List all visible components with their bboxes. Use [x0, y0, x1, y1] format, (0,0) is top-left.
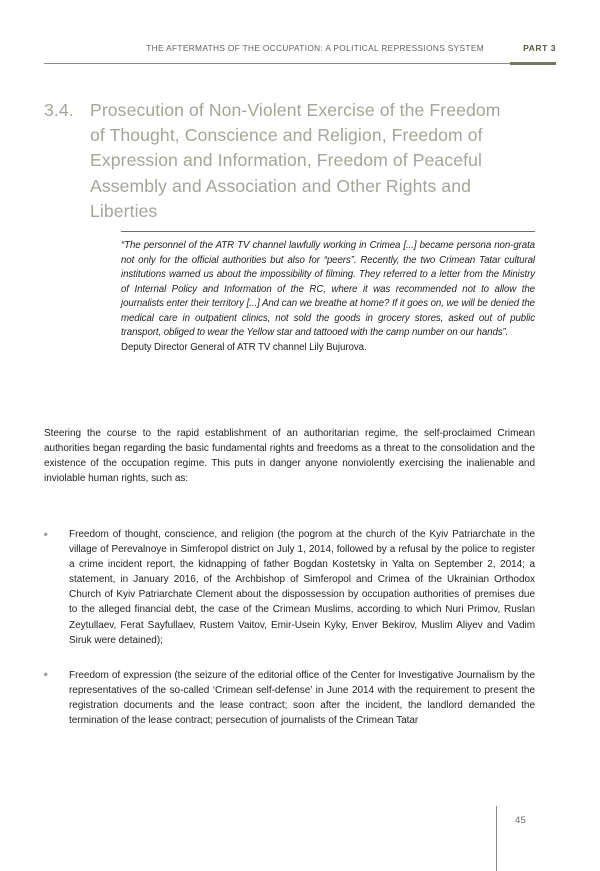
running-header	[44, 43, 556, 65]
list-item	[44, 668, 535, 728]
footer-vertical-rule	[496, 806, 497, 871]
section-number: 3.4.	[44, 100, 74, 120]
section-title: Prosecution of Non-Violent Exercise of the Freedom of Thought, Conscience and Religion, Freedom of Expression and Information, Freedom of Peaceful Assembly and Association and Other Rights and Liberties	[90, 100, 501, 221]
bullet-marker	[44, 668, 69, 677]
list-item-text: Freedom of thought, conscience, and religion (the pogrom at the church of the Kyiv Patriarchate in the village of Perevalnoye in Simferopol district on July 1, 2014, followed by a refusal by the police to register a crime incident report, the kidnapping of father Bogdan Kostetsky in Yalta on September 2, 2014; a statement, in January 2016, of the Archbishop of Simferopol and Crimea of the Ukrainian Orthodox Church of Kyiv Patriarchate Clement about the dispossession by occupation authorities of premises due to the alleged financial debt, the case of the Crimean Muslims, according to which Nuri Primov, Ruslan Zeytullaev, Ferat Sayfullaev, Rustem Vaitov, Emir-Usein Kyky, Enver Bekirov, Muslim Aliyev and Vadim Siruk were detained);	[69, 529, 535, 646]
header-divider-rule	[44, 63, 556, 64]
quote-top-rule	[121, 231, 535, 232]
page-title	[44, 98, 556, 224]
running-header-title: THE AFTERMATHS OF THE OCCUPATION: A POLITICAL REPRESSIONS SYSTEM	[146, 43, 484, 53]
header-accent-bar	[510, 62, 556, 65]
rights-bullet-list	[44, 527, 535, 748]
running-header-part-label: PART 3	[523, 43, 556, 53]
list-item-text: Freedom of expression (the seizure of the editorial office of the Center for Investigative Journalism by the representatives of the so-called ‘Crimean self-defense’ in June 2014 with the requirement to present the registration documents and the lease contract; soon after the incident, the landlord demanded the termination of the lease contract; persecution of journalists of the Crimean Tatar	[69, 669, 535, 727]
intro-paragraph: Steering the course to the rapid establishment of an authoritarian regime, the self-proclaimed Crimean authorities began regarding the basic fundamental rights and freedoms as a threat to the consolidation and the existence of the occupation regime. This puts in danger anyone nonviolently exercising the inalienable and inviolable human rights, such as:	[44, 428, 535, 485]
pull-quote-block	[121, 231, 535, 355]
quote-text: “The personnel of the ATR TV channel lawfully working in Crimea [...] became persona non-grata not only for the official authorities but also for “peers”. Recently, the two Crimean Tatar cultural institutions warned us about the impossibility of filming. They referred to a letter from the Ministry of Internal Policy and Information of the RC, where it was recommended not to allow the journalists enter their territory [...] And can we breathe at home? If it goes on, we will be denied the medical care in outpatient clinics, not sold the goods in grocery stores, asked out of public transport, obliged to wear the Yellow star and tattooed with the camp number on our hands”.	[121, 240, 535, 339]
diamond-bullet-icon	[43, 673, 48, 678]
page-number: 45	[515, 815, 527, 826]
quote-attribution: Deputy Director General of ATR TV channel Lily Bujurova.	[121, 341, 367, 353]
list-item	[44, 527, 535, 648]
diamond-bullet-icon	[43, 532, 48, 537]
body-content	[44, 426, 535, 486]
bullet-marker	[44, 527, 69, 536]
